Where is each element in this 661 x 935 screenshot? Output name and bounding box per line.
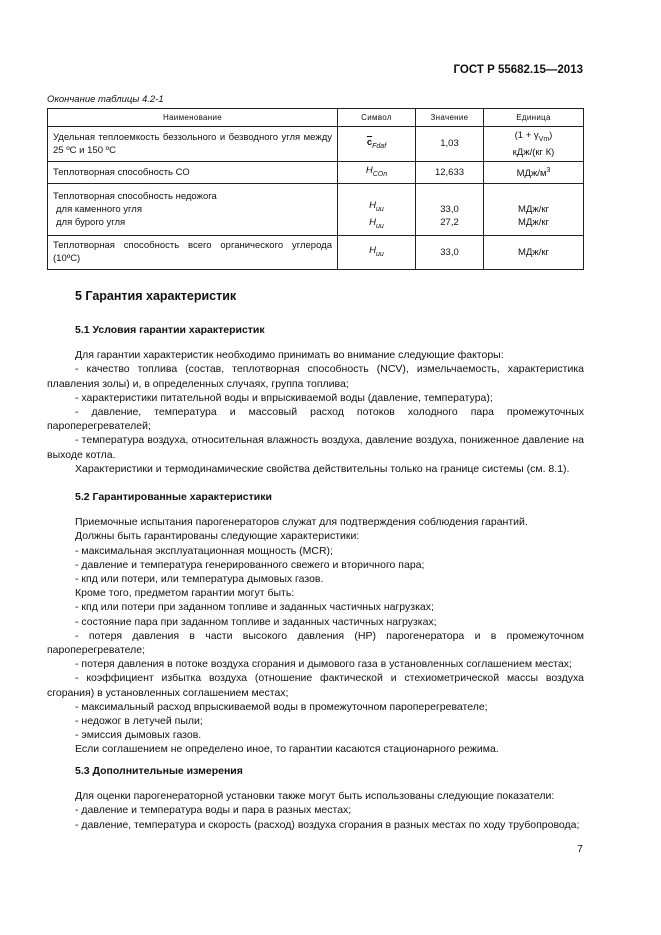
unit-hard-coal: МДж/кг — [518, 203, 549, 215]
subsection-5-1 — [47, 323, 584, 476]
paragraph: Должны быть гарантированы следующие характеристики: — [75, 530, 360, 543]
list-item: - недожог в летучей пыли; — [75, 715, 203, 728]
row-subitem-hard-coal: для каменного угля — [56, 203, 142, 215]
column-header-unit: Единица — [484, 109, 584, 127]
row-unit — [484, 183, 584, 235]
unit-text: МДж/м — [516, 168, 547, 180]
subsection-5-2 — [47, 490, 584, 757]
list-item: - состояние пара при заданном топливе и заданных частичных нагрузках; — [75, 615, 437, 628]
row-unit — [484, 161, 584, 183]
list-item: - давление и температура генерированного свежего и вторичного пара; — [75, 558, 425, 571]
symbol-subscript: Fdaf — [372, 142, 387, 150]
page-number: 7 — [577, 843, 583, 855]
row-value: 33,0 — [416, 235, 484, 269]
row-symbol — [338, 183, 416, 235]
paragraph: Кроме того, предметом гарантии могут быть: — [75, 587, 295, 600]
list-item: - потеря давления в части высокого давления (HP) парогенератора и в промежуточном пароперегревателе; — [47, 629, 584, 657]
table-row — [48, 183, 584, 235]
list-item: - максимальный расход впрыскиваемой воды в промежуточном пароперегревателе; — [75, 700, 488, 713]
symbol-subscript: COn — [372, 170, 388, 178]
list-item: - качество топлива (состав, теплотворная способность (NCV), измельчаемость, характеристика плавления золы) и, в определенных случаях, группа топлива; — [47, 363, 584, 390]
row-name: Теплотворная способность СО — [48, 161, 338, 183]
symbol-subscript: uu — [376, 222, 384, 230]
value-hard-coal: 33,0 — [440, 203, 459, 215]
row-name-main: Теплотворная способность недожога — [53, 190, 217, 202]
row-name: Теплотворная способность всего органического углерода (10ºС) — [48, 235, 338, 269]
paragraph: Характеристики и термодинамические свойства действительны только на границе системы (см. 8.1). — [75, 462, 570, 475]
subsection-title: 5.3 Дополнительные измерения — [75, 765, 243, 777]
symbol-main: H — [369, 199, 377, 211]
paragraph: Если соглашением не определено иное, то гарантии касаются стационарного режима. — [75, 743, 499, 756]
list-item: - давление и температура воды и пара в разных местах; — [75, 804, 352, 817]
symbol-main: H — [369, 244, 377, 256]
list-item: - температура воздуха, относительная влажность воздуха, давление воздуха, пониженное давление на выходе котла. — [47, 434, 584, 461]
list-item: - кпд или потери, или температура дымовых газов. — [75, 573, 324, 586]
row-symbol — [338, 127, 416, 162]
symbol-subscript: uu — [376, 250, 384, 258]
unit-brown-coal: МДж/кг — [518, 216, 549, 228]
unit-subscript: Vm — [538, 135, 550, 143]
symbol-main: H — [369, 216, 377, 228]
paragraph: Приемочные испытания парогенераторов служат для подтверждения соблюдения гарантий. — [75, 516, 528, 529]
document-code: ГОСТ Р 55682.15—2013 — [453, 64, 583, 76]
unit-superscript: 3 — [546, 167, 551, 175]
row-value: 1,03 — [416, 127, 484, 162]
subsection-title: 5.2 Гарантированные характеристики — [75, 491, 272, 503]
table-row — [48, 127, 584, 162]
unit-line2: кДж/(кг К) — [512, 146, 555, 158]
symbol-subscript: uu — [376, 205, 384, 213]
column-header-name: Наименование — [48, 109, 338, 127]
row-value — [416, 183, 484, 235]
symbol-main: $\overline{c}$ — [366, 136, 373, 148]
list-item: - потеря давления в потоке воздуха сгорания и дымового газа в установленных соглашением местах; — [75, 658, 572, 671]
value-brown-coal: 27,2 — [440, 216, 459, 228]
table-row — [48, 161, 584, 183]
row-subitem-brown-coal: для бурого угля — [56, 216, 126, 228]
unit-part-end: ) — [549, 130, 553, 141]
properties-table — [47, 108, 584, 270]
list-item: - давление, температура и скорость (расход) воздуха сгорания в разных местах по ходу трубопровода; — [75, 818, 580, 831]
list-item: - давление, температура и массовый расход потоков холодного пара промежуточных пароперегревателей; — [47, 406, 584, 433]
row-value: 12,633 — [416, 161, 484, 183]
table-header-row — [48, 109, 584, 127]
symbol-main: H — [365, 164, 373, 176]
unit-part: (1 + γ — [514, 130, 539, 141]
list-item: - характеристики питательной воды и впрыскиваемой воды (давление, температура); — [75, 391, 493, 404]
row-name — [48, 183, 338, 235]
column-header-value: Значение — [416, 109, 484, 127]
subsection-title: 5.1 Условия гарантии характеристик — [75, 324, 265, 336]
section-title: 5 Гарантия характеристик — [75, 289, 237, 303]
list-item: - эмиссия дымовых газов. — [75, 729, 202, 742]
column-header-symbol: Символ — [338, 109, 416, 127]
table-row — [48, 235, 584, 269]
row-unit: МДж/кг — [484, 235, 584, 269]
row-unit — [484, 127, 584, 162]
row-name: Удельная теплоемкость беззольного и безводного угля между 25 ºС и 150 ºС — [48, 127, 338, 162]
row-symbol — [338, 161, 416, 183]
paragraph: Для оценки парогенераторной установки также могут быть использованы следующие показатели: — [75, 790, 555, 803]
list-item: - максимальная эксплуатационная мощность (MCR); — [75, 544, 333, 557]
paragraph: Для гарантии характеристик необходимо принимать во внимание следующие факторы: — [75, 349, 504, 362]
list-item: - коэффициент избытка воздуха (отношение фактической и стехиометрической массы воздуха сгорания) в установленных соглашением местах; — [47, 672, 584, 699]
table-caption: Окончание таблицы 4.2-1 — [47, 94, 164, 105]
subsection-5-3 — [47, 764, 584, 832]
list-item: - кпд или потери при заданном топливе и заданных частичных нагрузках; — [75, 601, 434, 614]
row-symbol — [338, 235, 416, 269]
